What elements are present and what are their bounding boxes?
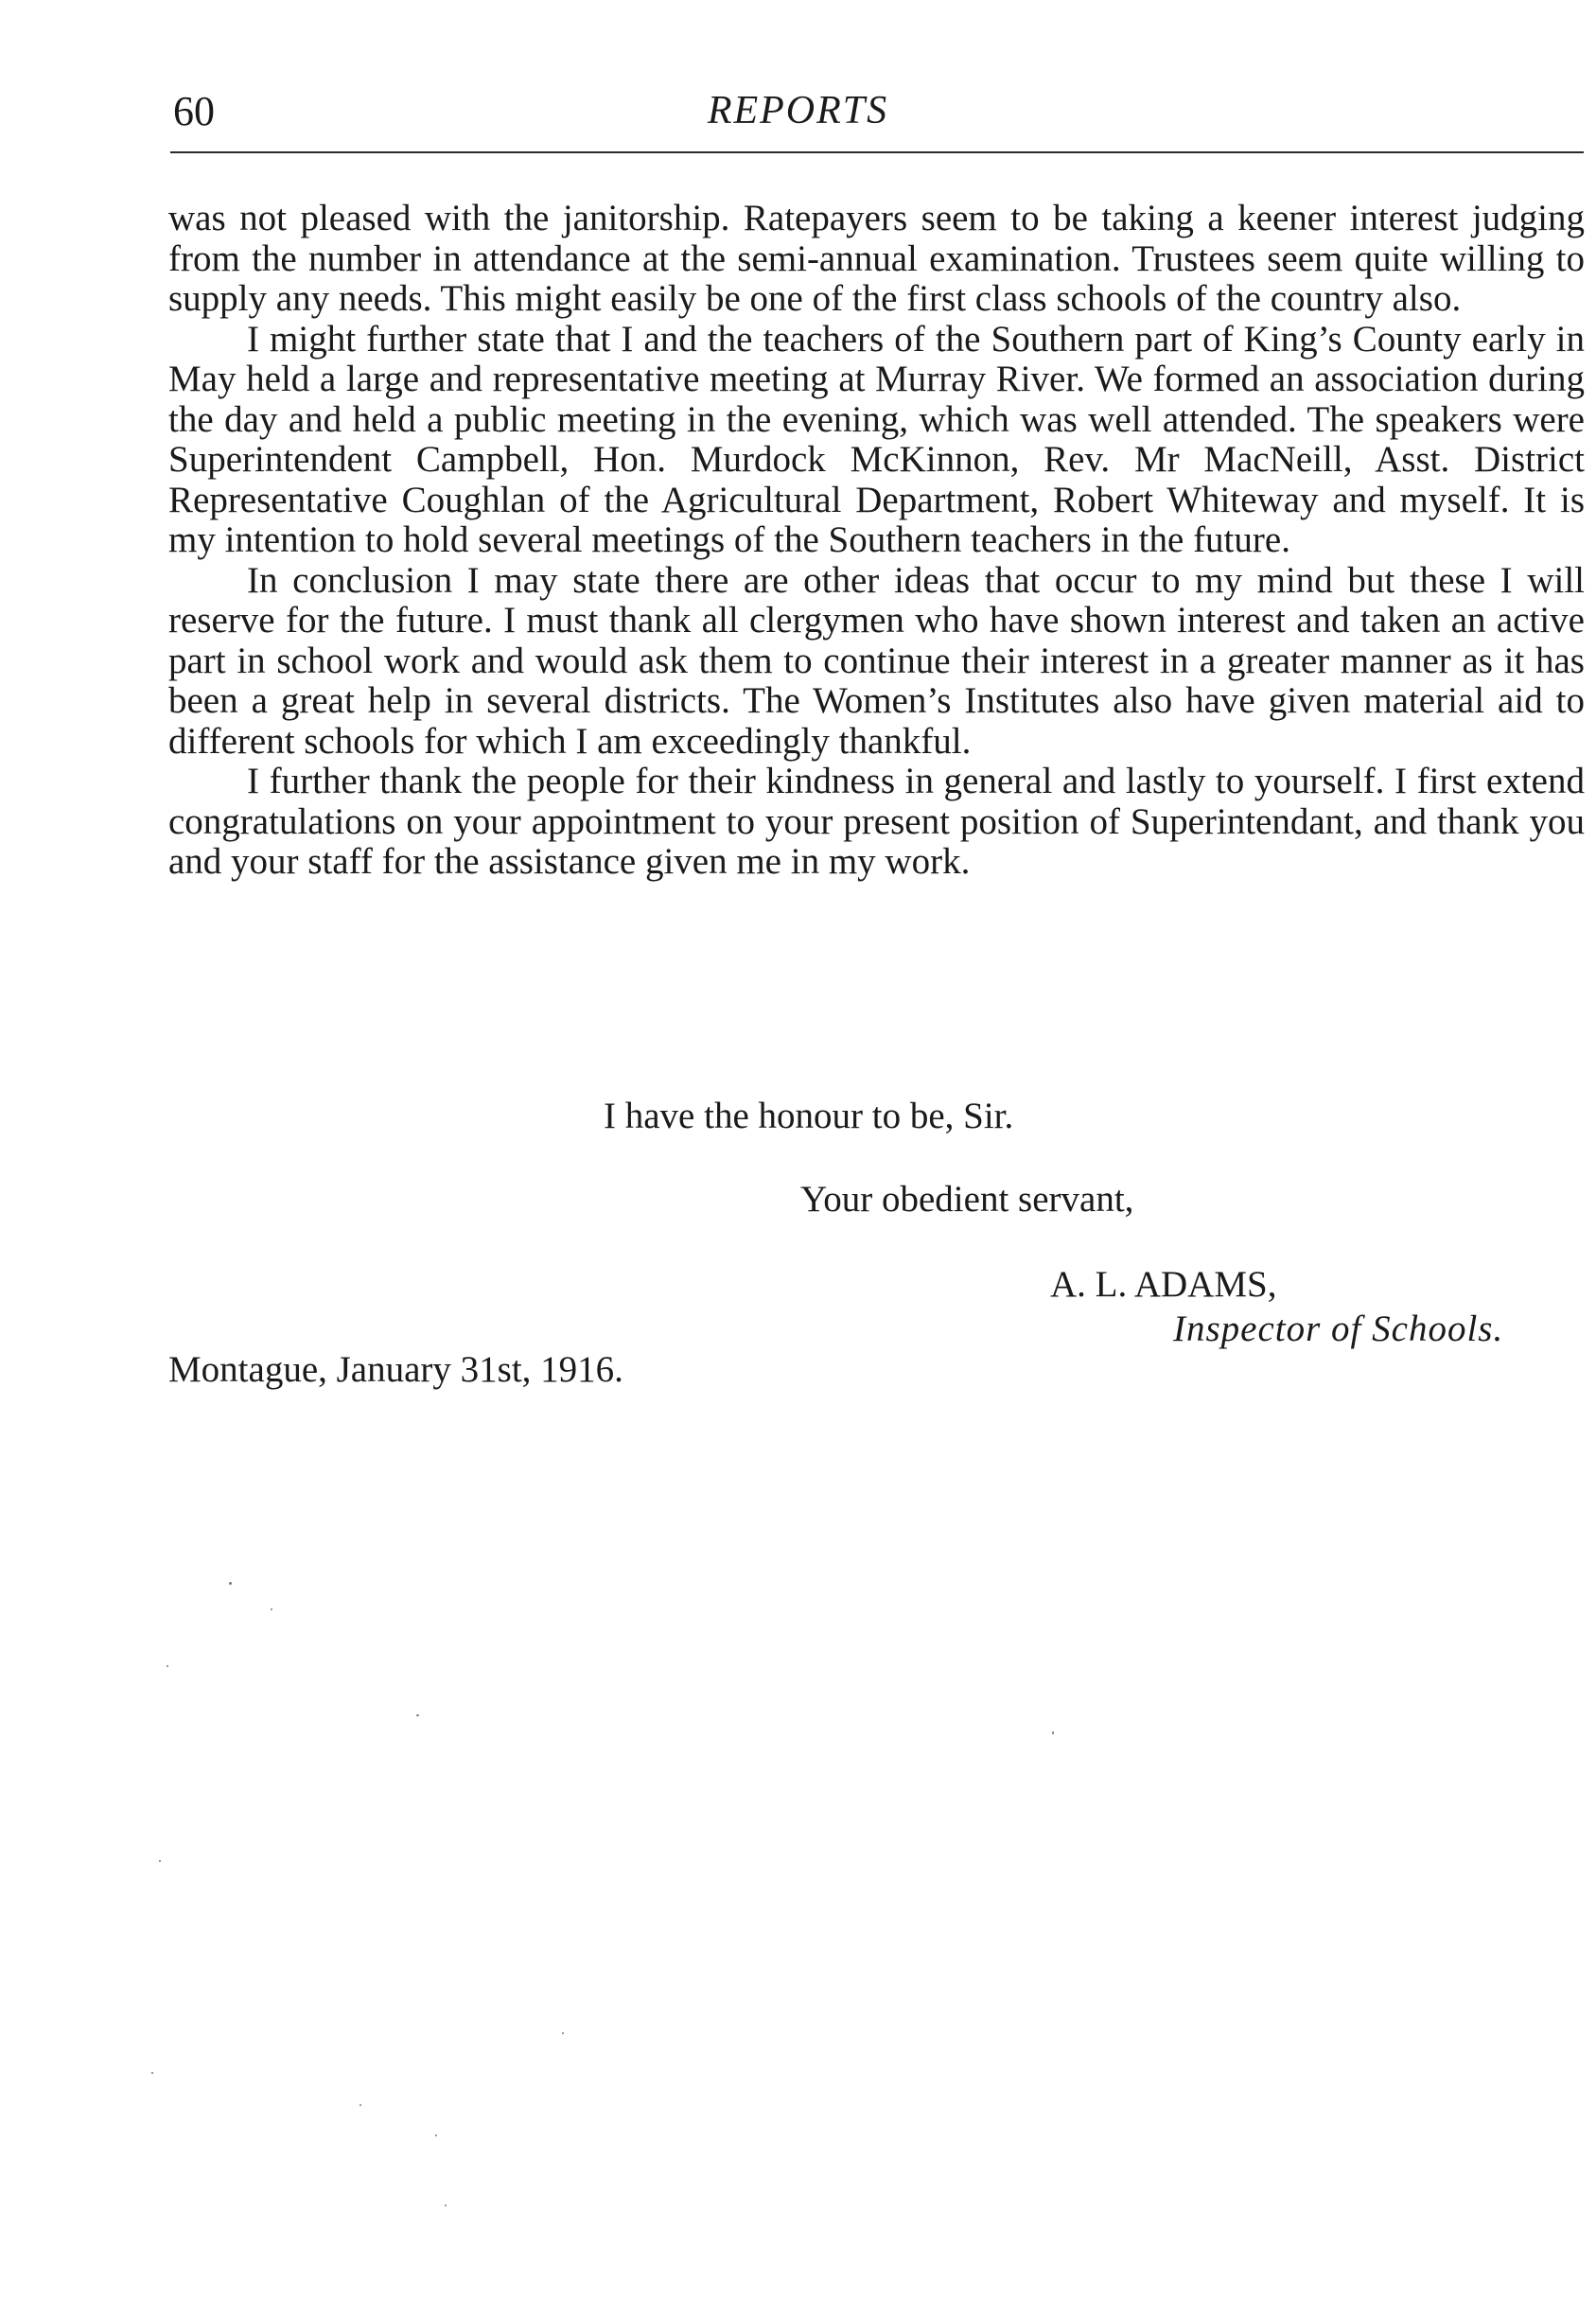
scan-speck (562, 2032, 564, 2034)
scan-speck (167, 1665, 168, 1667)
closing-servant: Your obedient servant, (800, 1179, 1134, 1220)
scan-speck (435, 2134, 437, 2136)
scan-speck (159, 1860, 161, 1862)
header-rule (170, 151, 1584, 153)
paragraph-conclusion: In conclusion I may state there are other ideas that occur to my mind but these I will reserve for the future. I must thank all clergymen who have shown interest and taken an active part in school work and would ask them to continue their interest in a greater manner as it has been a great help in several districts. The Women’s Institutes also have given material aid to different schools for which I am exceedingly thankful. (168, 559, 1585, 762)
report-body (168, 199, 1585, 883)
scan-speck (360, 2104, 361, 2106)
paragraph-janitorship: was not pleased with the janitorship. Ratepayers seem to be taking a keener interest judging from the number in attendance at the semi-annual examination. Trustees seem quite willing to supply any needs. This might easily be one of the first class schools of the country also. (168, 198, 1585, 319)
running-head: REPORTS (707, 89, 889, 132)
place-date: Montague, January 31st, 1916. (168, 1349, 623, 1390)
signer-title: Inspector of Schools. (1173, 1309, 1504, 1349)
paragraph-thanks: I further thank the people for their kindness in general and lastly to yourself. I first extend congratulations on your appointment to your present position of Superintendant, and thank you and your staff for the assistance given me in my work. (168, 761, 1585, 882)
scan-speck (416, 1714, 419, 1716)
closing-honour: I have the honour to be, Sir. (604, 1096, 1014, 1136)
scan-speck (445, 2204, 447, 2206)
paragraph-association-meeting: I might further state that I and the teachers of the Southern part of King’s County early in May held a large and representative meeting at Murray River. We formed an association during the day and held a public meeting in the evening, which was well attended. The speakers were Superintendent Campbell, Hon. Murdock McKinnon, Rev. Mr MacNeill, Asst. District Representative Coughlan of the Agricultural Department, Robert Whiteway and myself. It is my intention to hold several meetings of the Southern teachers in the future. (168, 318, 1585, 560)
scan-speck (229, 1582, 232, 1585)
scan-speck (151, 2072, 153, 2074)
scan-speck (1052, 1731, 1054, 1734)
signer-name: A. L. ADAMS, (1050, 1264, 1277, 1305)
scan-speck (271, 1608, 272, 1610)
page-number: 60 (173, 88, 215, 134)
